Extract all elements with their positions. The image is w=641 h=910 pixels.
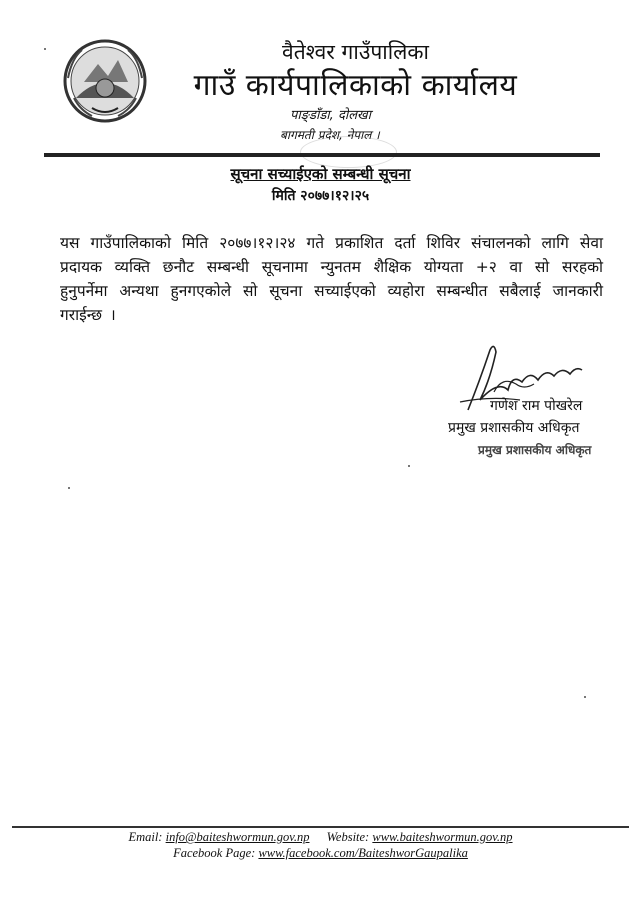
footer-contact bbox=[0, 830, 641, 845]
signatory-designation: प्रमुख प्रशासकीय अधिकृत bbox=[448, 420, 580, 436]
signatory-name: गणेश राम पोखरेल bbox=[490, 398, 583, 414]
scan-speck bbox=[44, 48, 46, 50]
notice-date: मिति २०७७।१२।२५ bbox=[271, 188, 370, 204]
scan-speck bbox=[408, 465, 410, 467]
website-label: Website: bbox=[326, 830, 370, 844]
notice-title bbox=[0, 164, 641, 184]
email-label: Email: bbox=[128, 830, 163, 844]
footer-social bbox=[0, 846, 641, 861]
office-name: गाउँ कार्यपालिकाको कार्यालय bbox=[193, 68, 518, 103]
header-divider bbox=[44, 153, 600, 157]
address-line-2: बागमती प्रदेश, नेपाल । bbox=[280, 128, 380, 142]
notice-body: यस गाउँपालिकाको मिति २०७७।१२।२४ गते प्रकाशित दर्ता शिविर संचालनको लागि सेवा प्रदायक व्यक्ति छनौट सम्बन्धी सूचनामा न्युनतम शैक्षिक योग्यता +२ वा सो सरहको हुनुपर्नेमा अन्यथा हुनगएकोले सो सूचना सच्याईएको व्यहोरा सम्बन्धीत सबैलाई जानकारी गराईन्छ । bbox=[60, 234, 603, 324]
facebook-label: Facebook Page: bbox=[173, 846, 256, 860]
scan-speck bbox=[68, 487, 70, 489]
facebook-link[interactable]: www.facebook.com/BaiteshworGaupalika bbox=[258, 846, 468, 860]
scan-speck bbox=[584, 696, 586, 698]
signatory-stamp: प्रमुख प्रशासकीय अधिकृत bbox=[478, 443, 592, 457]
email-link[interactable]: info@baiteshwormun.gov.np bbox=[165, 830, 310, 844]
address-line-1: पाङ्डाँडा, दोलखा bbox=[290, 108, 372, 123]
notice-title-text: सूचना सच्याईएको सम्बन्धी सूचना bbox=[230, 165, 411, 183]
footer-divider bbox=[12, 826, 629, 828]
municipality-name: वैतेश्वर गाउँपालिका bbox=[282, 40, 429, 64]
website-link[interactable]: www.baiteshwormun.gov.np bbox=[372, 830, 513, 844]
